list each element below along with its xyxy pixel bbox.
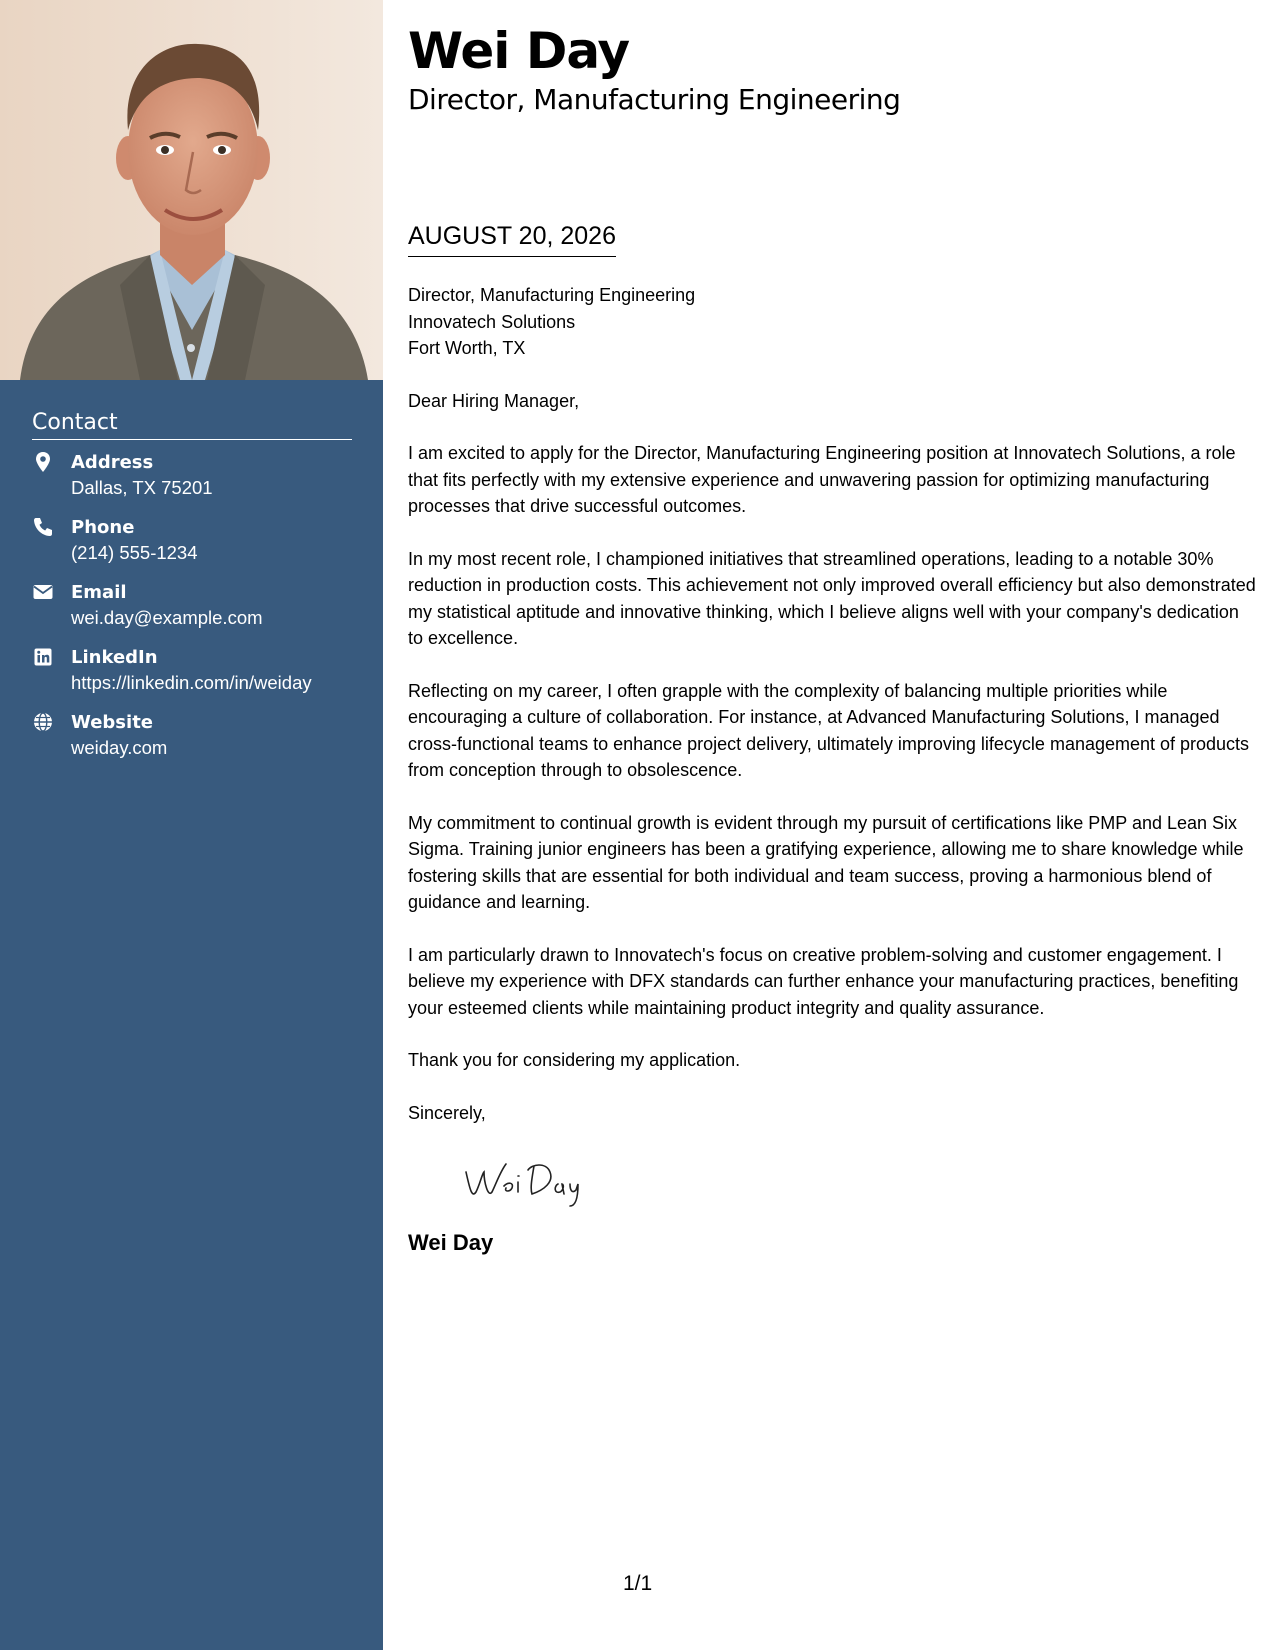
contact-heading: Contact xyxy=(32,410,352,440)
contact-label: Phone xyxy=(71,517,135,538)
sidebar xyxy=(0,0,383,1650)
contact-phone xyxy=(32,515,352,566)
letter-paragraph: Thank you for considering my application. xyxy=(408,1050,741,1070)
page-number: 1/1 xyxy=(623,1572,653,1595)
letter-body xyxy=(408,282,1258,1257)
contact-email xyxy=(32,580,352,631)
letter-date: AUGUST 20, 2026 xyxy=(408,222,616,257)
letter-paragraph: Reflecting on my career, I often grapple with the complexity of balancing multiple priorities while encouraging a culture of collaboration. For instance, at Advanced Manufacturing Solutions, I managed cross-functional teams to enhance project delivery, ultimately improving lifecycle management of products from conception through to obsolescence. xyxy=(408,680,1250,780)
recipient-line: Innovatech Solutions xyxy=(408,311,576,332)
letter-paragraph: In my most recent role, I championed initiatives that streamlined operations, leading to a notable 30% reduction in production costs. This achievement not only improved overall efficiency but also demonstrated my statistical aptitude and innovative thinking, which I believe aligns well with your company's dedication to excellence. xyxy=(408,548,1256,648)
contact-label: Address xyxy=(71,452,154,473)
contact-value[interactable]: weiday.com xyxy=(71,737,168,758)
closing: Sincerely, xyxy=(408,1102,486,1123)
globe-icon xyxy=(32,711,54,733)
contact-linkedin xyxy=(32,645,352,696)
recipient-block xyxy=(408,282,1258,362)
letter-paragraph: I am particularly drawn to Innovatech's focus on creative problem-solving and customer engagement. I believe my experience with DFX standards can further enhance your manufacturing practices, benefiting your esteemed clients while maintaining product integrity and quality assurance. xyxy=(408,944,1239,1018)
contact-label: Website xyxy=(71,712,154,733)
linkedin-icon xyxy=(32,646,54,668)
phone-icon xyxy=(32,516,54,538)
contact-section xyxy=(32,410,352,775)
handwritten-signature xyxy=(460,1152,1258,1212)
contact-value: wei.day@example.com xyxy=(71,607,263,628)
envelope-icon xyxy=(32,581,54,603)
profile-photo xyxy=(0,0,383,380)
applicant-title: Director, Manufacturing Engineering xyxy=(408,83,901,116)
contact-value: (214) 555-1234 xyxy=(71,542,198,563)
recipient-line: Director, Manufacturing Engineering xyxy=(408,285,696,305)
applicant-name: Wei Day xyxy=(408,22,630,80)
contact-address xyxy=(32,450,352,501)
letter-paragraph: I am excited to apply for the Director, Manufacturing Engineering position at Innovatech Solutions, a role that fits perfectly with my extensive experience and unwavering passion for optimizing manufacturing processes that drive successful outcomes. xyxy=(408,443,1236,516)
contact-label: LinkedIn xyxy=(71,647,158,668)
salutation: Dear Hiring Manager, xyxy=(408,390,580,411)
contact-value[interactable]: https://linkedin.com/in/weiday xyxy=(71,672,312,693)
letter-paragraph: My commitment to continual growth is evident through my pursuit of certifications like PMP and Lean Six Sigma. Training junior engineers has been a gratifying experience, allowing me to share knowledge while fostering skills that are essential for both individual and team success, proving a harmonious blend of guidance and learning. xyxy=(408,812,1244,912)
contact-label: Email xyxy=(71,582,127,603)
map-pin-icon xyxy=(32,451,54,473)
contact-value: Dallas, TX 75201 xyxy=(71,477,213,498)
recipient-line: Fort Worth, TX xyxy=(408,338,526,358)
contact-website xyxy=(32,710,352,761)
signer-name: Wei Day xyxy=(408,1230,494,1255)
